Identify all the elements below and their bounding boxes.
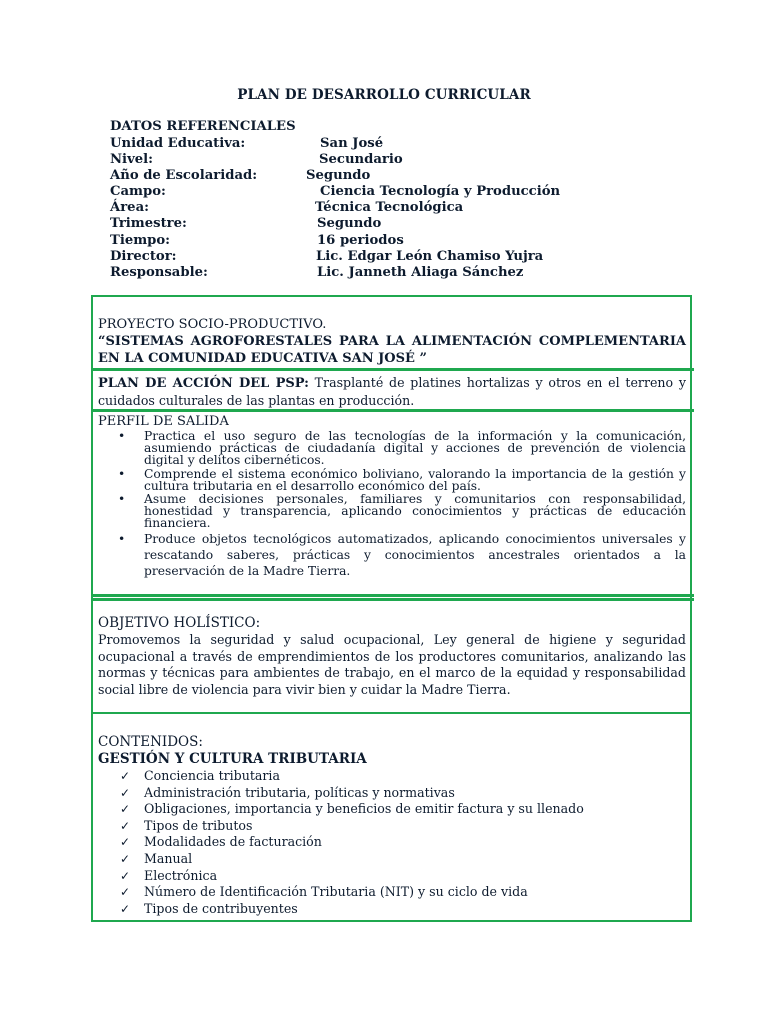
perfil-heading: PERFIL DE SALIDA <box>98 414 229 429</box>
contenido-item: ✓ Número de Identificación Tributaria (NIT) y su ciclo de vida <box>120 884 528 900</box>
ref-row-campo: Campo: Ciencia Tecnología y Producción <box>110 184 561 200</box>
contenido-item: ✓ Conciencia tributaria <box>120 768 280 783</box>
check-icon: ✓ <box>120 785 131 800</box>
check-icon: ✓ <box>120 769 131 783</box>
proyecto-title-line1: “SISTEMAS AGROFORESTALES PARA LA ALIMENTACIÓN COMPLEMENTARIA <box>98 334 686 349</box>
ref-row-responsable: Responsable: Lic. Janneth Aliaga Sánchez <box>110 265 524 280</box>
perfil-list <box>98 430 686 579</box>
plan-accion-section <box>98 374 686 409</box>
proyecto-section <box>98 317 686 367</box>
objetivo-text: Promovemos la seguridad y salud ocupacional, Ley general de higiene y seguridad ocupacional a través de emprendimientos de los productores comunitarios, analizando las normas y técnicas para ambientes de trabajo, en el marco de la equidad y responsabilidad social libre de violencia para vivir bien y cuidar la Madre Tierra. <box>98 632 686 697</box>
ref-row-unidad: Unidad Educativa: San José <box>110 135 384 151</box>
objetivo-section <box>98 614 686 698</box>
check-icon: ✓ <box>120 802 131 817</box>
contenido-item: ✓ Obligaciones, importancia y beneficios de emitir factura y su llenado <box>120 801 584 817</box>
datos-referenciales-heading: DATOS REFERENCIALES <box>110 119 296 134</box>
ref-row-area: Área: Técnica Tecnológica <box>110 200 464 216</box>
check-icon: ✓ <box>120 885 131 900</box>
contenidos-subheading: GESTIÓN Y CULTURA TRIBUTARIA <box>98 751 367 767</box>
check-icon: ✓ <box>120 901 131 916</box>
row-divider <box>91 598 694 601</box>
contenido-item: ✓ Administración tributaria, políticas y normativas <box>120 784 455 800</box>
ref-row-trimestre: Trimestre: Segundo <box>110 216 382 232</box>
plan-accion-label: PLAN DE ACCIÓN DEL PSP: <box>98 376 309 391</box>
perfil-item: • Asume decisiones personales, familiares y comunitarios con responsabilidad, honestidad y transparencia, aplicando conocimientos y prácticas de educación financiera. <box>98 493 686 530</box>
plan-accion-text: Trasplanté de platines hortalizas y otros en el terreno y cuidados culturales de las plantas en producción. <box>98 375 687 408</box>
contenido-item: ✓ Tipos de tributos <box>120 817 253 833</box>
proyecto-title-line2: EN LA COMUNIDAD EDUCATIVA SAN JOSÉ ” <box>98 351 427 366</box>
ref-row-tiempo: Tiempo: 16 periodos <box>110 232 404 248</box>
row-divider <box>91 594 694 597</box>
contenidos-list <box>98 768 686 917</box>
datos-referenciales <box>110 119 561 281</box>
proyecto-label: PROYECTO SOCIO-PRODUCTIVO. <box>98 317 327 332</box>
perfil-item: • Comprende el sistema económico boliviano, valorando la importancia de la gestión y cultura tributaria en el desarrollo económico del país. <box>98 468 686 492</box>
row-divider <box>91 409 694 412</box>
objetivo-heading: OBJETIVO HOLÍSTICO: <box>98 615 261 631</box>
row-divider <box>91 368 694 371</box>
check-icon: ✓ <box>120 835 131 850</box>
ref-row-nivel: Nivel: Secundario <box>110 151 403 167</box>
perfil-section <box>98 414 686 579</box>
contenido-item: ✓ Manual <box>120 850 193 866</box>
contenido-item: ✓ Tipos de contribuyentes <box>120 900 298 916</box>
check-icon: ✓ <box>120 868 131 883</box>
contenidos-section <box>98 733 686 917</box>
perfil-item: • Practica el uso seguro de las tecnologías de la información y la comunicación, asumiendo prácticas de ciudadanía digital y acciones de prevención de violencia digital y delitos cibernéticos. <box>98 430 686 467</box>
contenido-item: ✓ Modalidades de facturación <box>120 834 322 850</box>
ref-row-anio: Año de Escolaridad: Segundo <box>110 167 371 183</box>
check-icon: ✓ <box>120 851 131 866</box>
contenido-item: ✓ Electrónica <box>120 867 218 883</box>
check-icon: ✓ <box>120 818 131 833</box>
document-title: PLAN DE DESARROLLO CURRICULAR <box>237 87 531 103</box>
contenidos-heading: CONTENIDOS: <box>98 734 203 750</box>
perfil-item: • Produce objetos tecnológicos automatizados, aplicando conocimientos universales y rescatando saberes, prácticas y conocimientos ancestrales orientados a la preservación de la Madre Tierra. <box>98 531 686 579</box>
ref-row-director: Director: Lic. Edgar León Chamiso Yujra <box>110 248 544 264</box>
